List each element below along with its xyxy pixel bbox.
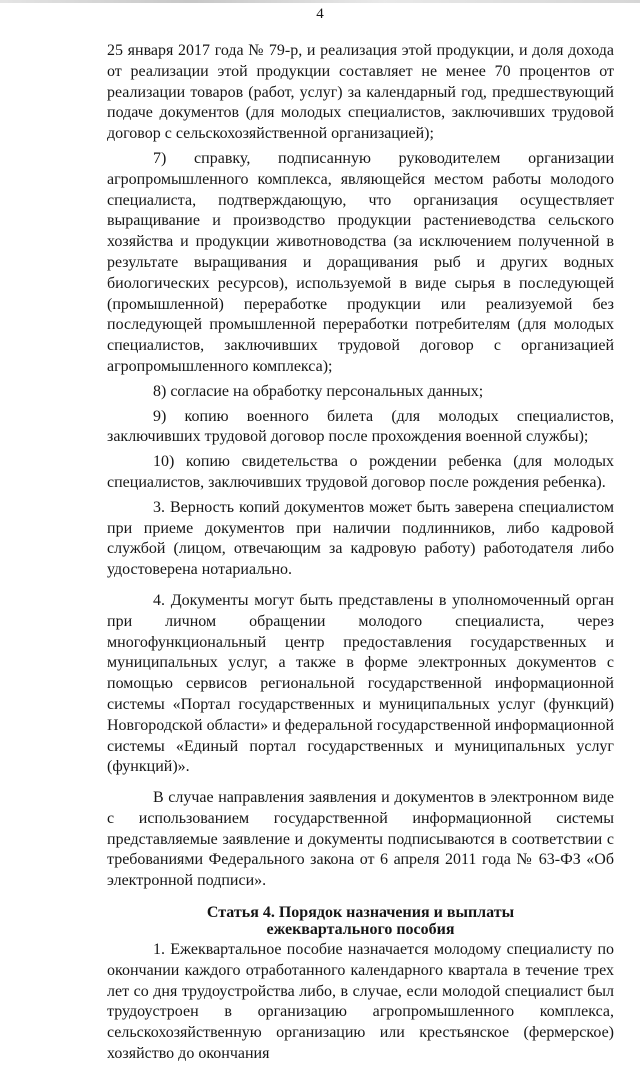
paragraph-electronic-submission: В случае направления заявления и документов в электронном виде с использованием государственной информационной системы представляемые заявление и документы подписываются в соответствии с требованиями Федерального закона от 6 апреля 2011 года № 63-ФЗ «Об электронной подписи». <box>107 789 614 890</box>
paragraph-continuation: 25 января 2017 года № 79-р, и реализация этой продукции, и доля дохода от реализации этой продукции составляет не менее 70 процентов от реализации товаров (работ, услуг) за календарный год, предшествующий подаче документов (для молодых специалистов, заключивших трудовой договор с сельскохозяйственной организацией); <box>107 42 614 143</box>
paragraph-clause-3: 3. Верность копий документов может быть заверена специалистом при приеме документов при наличии подлинников, либо кадровой службой (лицом, отвечающим за кадровую работу) работодателя либо удостоверена нотариально. <box>107 498 614 579</box>
article-4-heading: Статья 4. Порядок назначения и выплаты ежеквартального пособия <box>206 904 515 939</box>
scan-edge-artifact <box>0 0 640 3</box>
page-number: 4 <box>316 6 324 22</box>
paragraph-item-9: 9) копию военного билета (для молодых специалистов, заключивших трудовой договор после прохождения военной службы); <box>107 407 614 446</box>
paragraph-article-4-clause-1: 1. Ежеквартальное пособие назначается молодому специалисту по окончании каждого отработанного календарного квартала в течение трех лет со дня трудоустройства либо, в случае, если молодой специалист был трудоустроен в организацию агропромышленного комплекса, сельскохозяйственную организацию или крестьянское (фермерское) хозяйство до окончания <box>107 941 614 1063</box>
paragraph-item-7: 7) справку, подписанную руководителем организации агропромышленного комплекса, являющейся местом работы молодого специалиста, подтверждающую, что организация осуществляет выращивание и производство продукции растениеводства сельского хозяйства и продукции животноводства (за исключением полученной в результате выращивания и доращивания рыб и других водных биологических ресурсов), используемой в виде сырья в последующей (промышленной) переработке продукции или реализуемой без последующей промышленной переработки потребителям (для молодых специалистов, заключивших трудовой договор с организацией агропромышленного комплекса); <box>107 149 614 375</box>
paragraph-clause-4: 4. Документы могут быть представлены в уполномоченный орган при личном обращении молодого специалиста, через многофункциональный центр предоставления государственных и муниципальных услуг, а также в форме электронных документов с помощью сервисов региональной государственной информационной системы «Портал государственных и муниципальных услуг (функций) Новгородской области» и федеральной государственной информационной системы «Единый портал государственных и муниципальных услуг (функций)». <box>107 591 614 776</box>
document-body <box>107 41 614 1065</box>
paragraph-item-10: 10) копию свидетельства о рождении ребенка (для молодых специалистов, заключивших трудовой договор после рождения ребенка). <box>107 453 614 491</box>
paragraph-item-8: 8) согласие на обработку персональных данных; <box>153 382 484 400</box>
